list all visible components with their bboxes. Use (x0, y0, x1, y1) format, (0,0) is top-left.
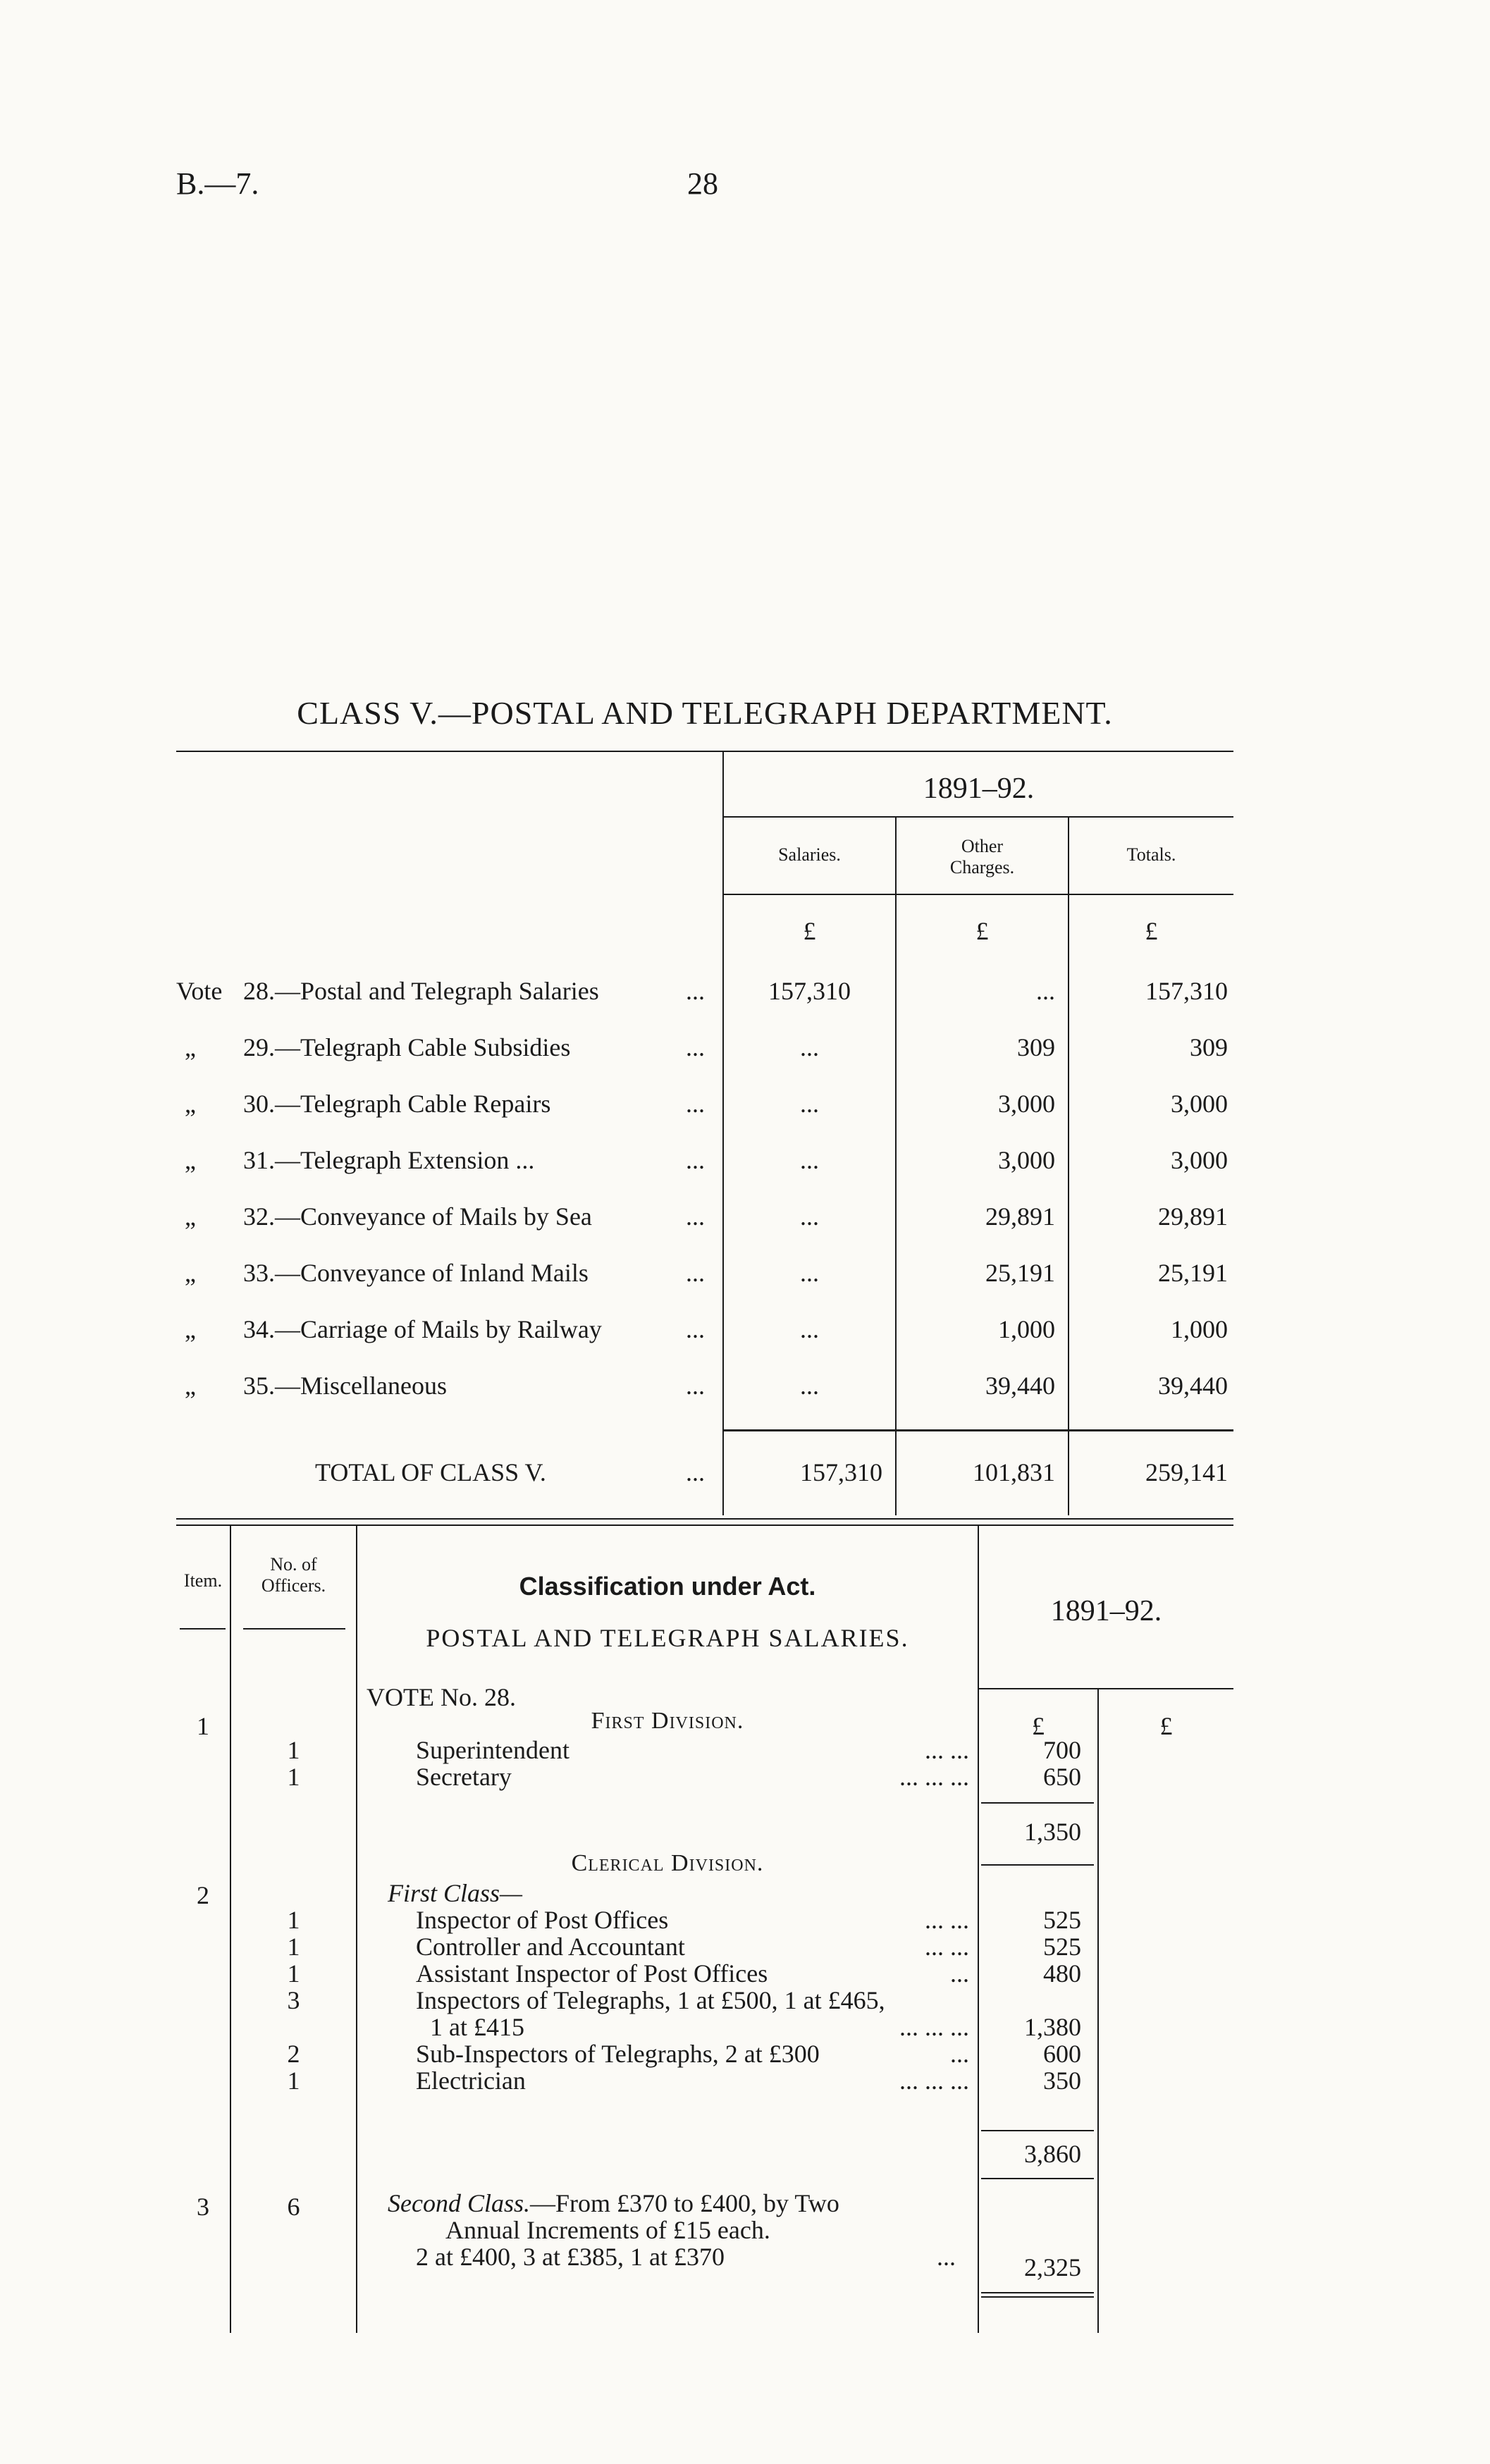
vote-description: 34.—Carriage of Mails by Railway (243, 1315, 602, 1343)
salary-amount: 600 (1043, 2040, 1081, 2068)
second-class-rule-b (981, 2296, 1094, 2298)
vote-prefix: Vote (176, 977, 223, 1005)
first-division-subtotal: 1,350 (1024, 1818, 1081, 1846)
vote-prefix: „ (185, 1146, 196, 1174)
vote-dots: ... (686, 977, 705, 1005)
first-division-heading: First Division. (591, 1708, 744, 1734)
vote-salaries: ... (800, 1090, 819, 1118)
officer-count: 1 (287, 1906, 300, 1934)
currency-other: £ (975, 917, 989, 945)
officer-count: 1 (287, 1736, 300, 1764)
clerical-division-top-rule (981, 1864, 1094, 1866)
vote-salaries: 157,310 (768, 977, 851, 1005)
vote-other-charges: 29,891 (985, 1202, 1055, 1231)
second-class-top-rule (981, 2178, 1094, 2179)
leader-dots: ... ... ... (899, 1763, 969, 1791)
vote-other-charges: 39,440 (985, 1372, 1055, 1400)
vote-salaries: ... (800, 1315, 819, 1343)
vote-total: 39,440 (1158, 1372, 1228, 1400)
vote-total: 25,191 (1158, 1259, 1228, 1287)
col-other-line2: Charges. (949, 857, 1015, 877)
vote-salaries: ... (800, 1372, 819, 1400)
summary-year-header: 1891–92. (923, 772, 1035, 805)
vote-total: 1,000 (1171, 1315, 1228, 1343)
col-classification-header: Classification under Act. (519, 1572, 816, 1601)
col-officers-header (231, 1554, 356, 1596)
vote-dots: ... (686, 1033, 705, 1061)
total-label: TOTAL OF CLASS V. (315, 1458, 546, 1486)
clerical-division-rule (981, 2130, 1094, 2131)
second-class-line1 (388, 2188, 839, 2218)
col-other-line1: Other (961, 836, 1004, 856)
year-header-rule (979, 1688, 1233, 1689)
vote-other-charges: 3,000 (998, 1146, 1055, 1174)
second-class-line1-rest: —From £370 to £400, by Two (530, 2189, 839, 2217)
officer-count: 2 (287, 2040, 300, 2068)
summary-year-rule (724, 816, 1233, 818)
summary-top-rule (176, 751, 1233, 752)
officer-count: 3 (287, 1986, 300, 2014)
first-class-label: First Class— (388, 1879, 523, 1907)
col-totals-header: Totals. (1126, 844, 1176, 865)
second-class-line2: Annual Increments of £15 each. (445, 2216, 770, 2244)
officer-count: 1 (287, 1959, 300, 1988)
col-officers-line2: Officers. (261, 1575, 326, 1596)
vote-prefix: „ (185, 1202, 196, 1231)
vote-salaries: ... (800, 1146, 819, 1174)
section-title: POSTAL AND TELEGRAPH SALARIES. (426, 1624, 909, 1652)
vote-description: 29.—Telegraph Cable Subsidies (243, 1033, 571, 1061)
leader-dots: ... (950, 1959, 969, 1988)
currency-amount-col: £ (1032, 1712, 1045, 1740)
vote-description: 33.—Conveyance of Inland Mails (243, 1259, 589, 1287)
salary-amount: 700 (1043, 1736, 1081, 1764)
vote-salaries: ... (800, 1202, 819, 1231)
col-year-header: 1891–92. (1050, 1595, 1162, 1627)
vote-prefix: „ (185, 1315, 196, 1343)
leader-dots: ... ... ... (899, 2066, 969, 2095)
second-class-rule-a (981, 2292, 1094, 2293)
second-class-label: Second Class. (388, 2189, 530, 2217)
detail-top-rule-a (176, 1518, 1233, 1520)
page-number: 28 (687, 166, 718, 201)
leader-dots: ... ... (925, 1906, 969, 1934)
vote-dots: ... (686, 1259, 705, 1287)
salary-amount: 525 (1043, 1906, 1081, 1934)
vote-dots: ... (686, 1090, 705, 1118)
second-class-officers: 6 (287, 2193, 300, 2221)
vote-description: 32.—Conveyance of Mails by Sea (243, 1202, 592, 1231)
leader-dots: ... ... ... (899, 2013, 969, 2041)
vote-other-charges: 309 (1017, 1033, 1055, 1061)
vote-description: 35.—Miscellaneous (243, 1372, 447, 1400)
detail-vline-amount (1097, 1688, 1099, 2333)
clerical-division-subtotal: 3,860 (1024, 2140, 1081, 2168)
vote-total: 29,891 (1158, 1202, 1228, 1231)
position-title: Assistant Inspector of Post Offices (416, 1959, 768, 1988)
col-other-charges-header (897, 836, 1068, 878)
vote-dots: ... (686, 1315, 705, 1343)
item-3: 3 (197, 2193, 209, 2221)
leader-dots: ... ... (925, 1933, 969, 1961)
officer-count: 1 (287, 2066, 300, 2095)
total-rule-salaries (724, 1429, 895, 1431)
total-dots: ... (686, 1458, 705, 1486)
vote-salaries: ... (800, 1259, 819, 1287)
vote-prefix: „ (185, 1033, 196, 1061)
currency-salaries: £ (803, 917, 816, 945)
summary-colhead-rule (724, 894, 1233, 895)
vote-dots: ... (686, 1202, 705, 1231)
officers-header-rule (243, 1628, 345, 1630)
class-title: CLASS V.—POSTAL AND TELEGRAPH DEPARTMENT. (297, 695, 1113, 731)
position-title: Controller and Accountant (416, 1933, 685, 1961)
total-rule-other (897, 1429, 1068, 1431)
salary-amount: 525 (1043, 1933, 1081, 1961)
vote-description: 28.—Postal and Telegraph Salaries (243, 977, 599, 1005)
salary-amount: 350 (1043, 2066, 1081, 2095)
total-totals: 259,141 (1145, 1458, 1228, 1486)
total-other: 101,831 (973, 1458, 1055, 1486)
vote-prefix: „ (185, 1090, 196, 1118)
vote-dots: ... (686, 1372, 705, 1400)
col-salaries-header: Salaries. (778, 844, 841, 865)
vote-salaries: ... (800, 1033, 819, 1061)
item-header-rule (180, 1628, 226, 1630)
vote-dots: ... (686, 1146, 705, 1174)
vote-total: 3,000 (1171, 1146, 1228, 1174)
position-title: Electrician (416, 2066, 526, 2095)
vote-other-charges: ... (1036, 977, 1055, 1005)
vote-total: 309 (1190, 1033, 1228, 1061)
second-class-amount: 2,325 (1024, 2253, 1081, 2281)
position-title: Sub-Inspectors of Telegraphs, 2 at £300 (416, 2040, 820, 2068)
currency-total-col: £ (1159, 1712, 1173, 1740)
salary-amount: 650 (1043, 1763, 1081, 1791)
item-1: 1 (197, 1712, 209, 1740)
vote-description: 31.—Telegraph Extension ... (243, 1146, 535, 1174)
vote-total: 157,310 (1145, 977, 1228, 1005)
second-class-dots: ... (937, 2243, 956, 2271)
position-title: 1 at £415 (430, 2013, 524, 2041)
col-item-header: Item. (183, 1570, 223, 1591)
salary-amount: 480 (1043, 1959, 1081, 1988)
leader-dots: ... ... (925, 1736, 969, 1764)
item-2: 2 (197, 1881, 209, 1909)
vote-description: 30.—Telegraph Cable Repairs (243, 1090, 551, 1118)
salary-amount: 1,380 (1024, 2013, 1081, 2041)
second-class-line3: 2 at £400, 3 at £385, 1 at £370 (416, 2243, 725, 2271)
vote-prefix: „ (185, 1372, 196, 1400)
position-title: Secretary (416, 1763, 512, 1791)
vote-other-charges: 25,191 (985, 1259, 1055, 1287)
vote-other-charges: 3,000 (998, 1090, 1055, 1118)
position-title: Inspector of Post Offices (416, 1906, 669, 1934)
vote-total: 3,000 (1171, 1090, 1228, 1118)
detail-top-rule-b (176, 1524, 1233, 1526)
col-officers-line1: No. of (270, 1554, 317, 1575)
officer-count: 1 (287, 1933, 300, 1961)
document-reference: B.—7. (176, 166, 259, 201)
position-title: Inspectors of Telegraphs, 1 at £500, 1 at £465, (416, 1986, 885, 2014)
clerical-division-heading: Clerical Division. (571, 1850, 764, 1876)
first-division-rule (981, 1802, 1094, 1804)
officer-count: 1 (287, 1763, 300, 1791)
vote-other-charges: 1,000 (998, 1315, 1055, 1343)
total-salaries: 157,310 (800, 1458, 882, 1486)
position-title: Superintendent (416, 1736, 569, 1764)
vote-prefix: „ (185, 1259, 196, 1287)
currency-totals: £ (1145, 917, 1158, 945)
leader-dots: ... (950, 2040, 969, 2068)
total-rule-totals (1069, 1429, 1233, 1431)
vote-label: VOTE No. 28. (367, 1683, 516, 1711)
